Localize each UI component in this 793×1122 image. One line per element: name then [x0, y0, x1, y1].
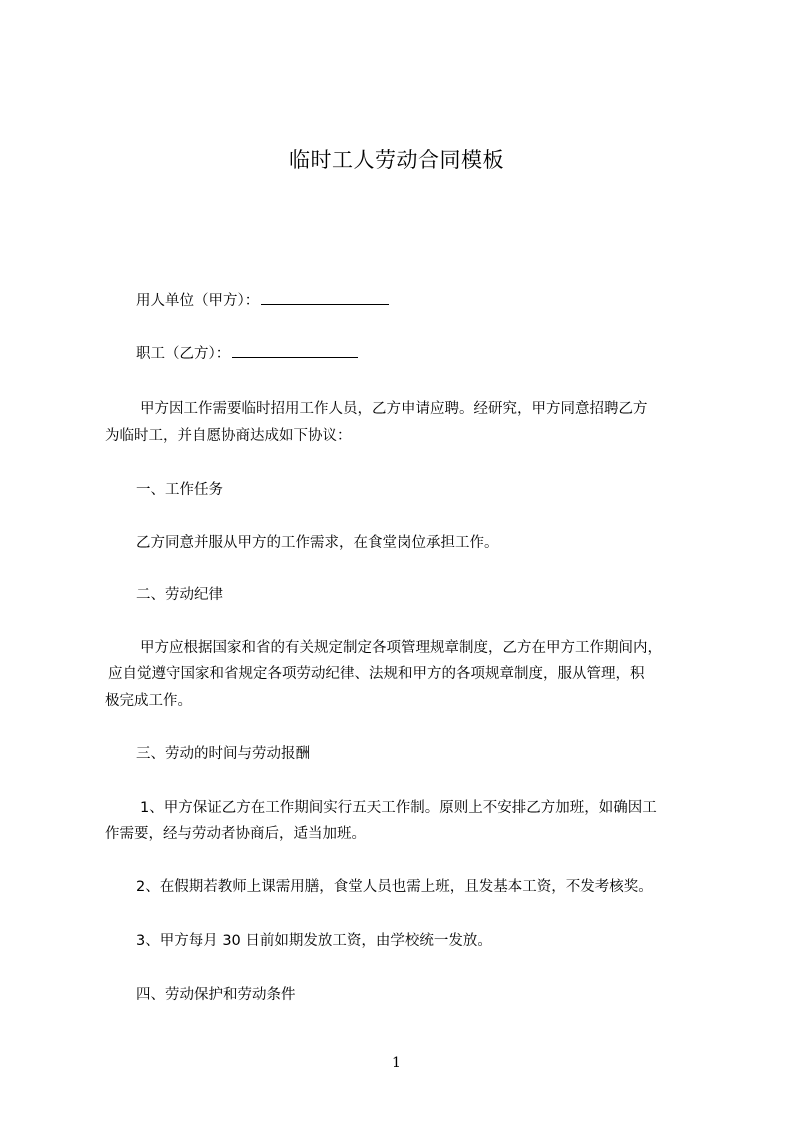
page-title: 临时工人劳动合同模板 — [289, 148, 504, 172]
section-3-item-3: 3、甲方每月 30 日前如期发放工资，由学校统一发放。 — [136, 933, 492, 949]
section-2-body-line-3: 极完成工作。 — [105, 693, 192, 709]
section-1-body: 乙方同意并服从甲方的工作需求，在食堂岗位承担工作。 — [136, 535, 499, 551]
employer-field — [136, 290, 389, 312]
employer-blank — [261, 290, 389, 305]
page-number: 1 — [392, 1055, 401, 1071]
section-3-heading: 三、劳动的时间与劳动报酬 — [136, 746, 310, 762]
section-3-item-1-line-2: 作需要，经与劳动者协商后，适当加班。 — [105, 826, 366, 842]
section-2-heading: 二、劳动纪律 — [136, 587, 223, 603]
section-3-item-2: 2、在假期若教师上课需用膳，食堂人员也需上班，且发基本工资，不发考核奖。 — [136, 879, 653, 895]
employee-field — [136, 343, 358, 365]
employer-label: 用人单位（甲方）： — [136, 293, 260, 309]
section-4-heading: 四、劳动保护和劳动条件 — [136, 987, 296, 1003]
section-1-heading: 一、工作任务 — [136, 482, 223, 498]
section-2-body-line-1: 甲方应根据国家和省的有关规定制定各项管理规章制度，乙方在甲方工作期间内， — [140, 640, 662, 656]
intro-line-1: 甲方因工作需要临时招用工作人员，乙方申请应聘。经研究，甲方同意招聘乙方 — [140, 401, 648, 417]
intro-line-2: 为临时工，并自愿协商达成如下协议： — [105, 428, 352, 444]
section-2-body-line-2: 应自觉遵守国家和省规定各项劳动纪律、法规和甲方的各项规章制度，服从管理，积 — [108, 666, 645, 682]
employee-label: 职工（乙方）： — [136, 346, 231, 362]
employee-blank — [232, 343, 358, 358]
section-3-item-1-line-1: 1、甲方保证乙方在工作期间实行五天工作制。原则上不安排乙方加班，如确因工 — [140, 800, 657, 816]
